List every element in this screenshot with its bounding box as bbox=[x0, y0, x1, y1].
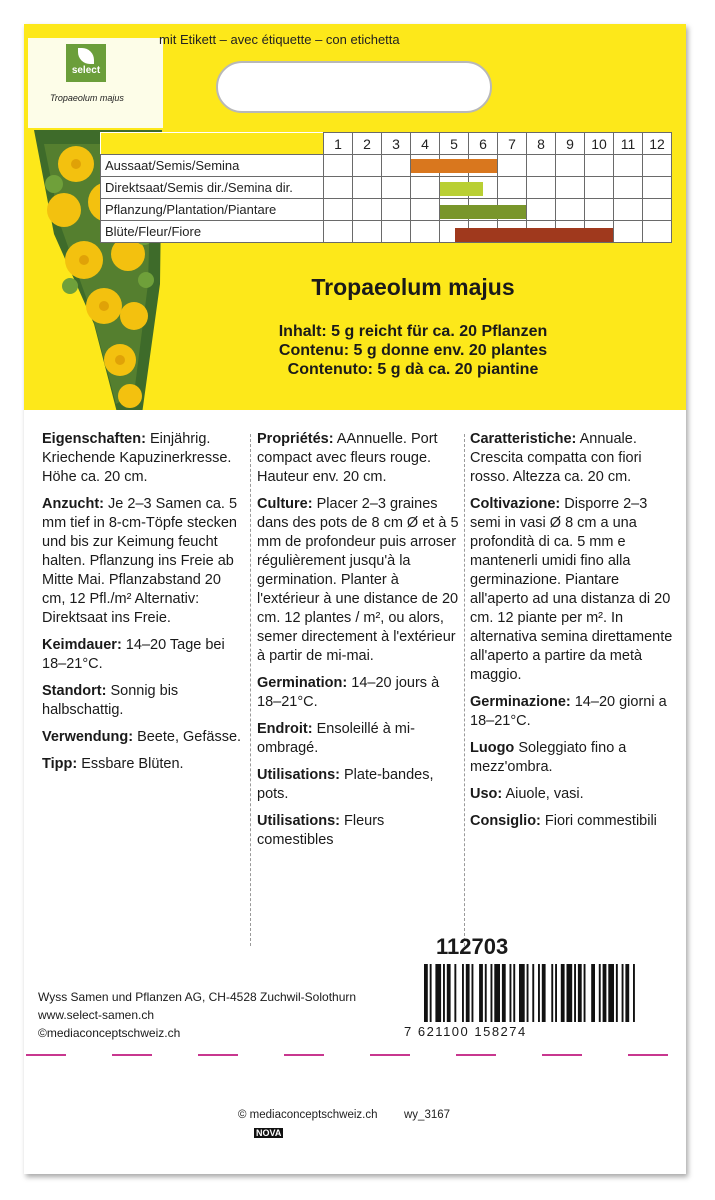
it-location bbox=[470, 739, 675, 777]
it-properties bbox=[470, 430, 675, 487]
month-header: 4 bbox=[411, 133, 440, 155]
de-properties-text: Einjährig. Kriechende Kapuzinerkresse. Höhe ca. 20 cm. bbox=[42, 431, 232, 485]
seed-packet bbox=[24, 24, 686, 1174]
hanging-hole bbox=[216, 61, 492, 113]
calendar-bar bbox=[411, 159, 497, 173]
de-location bbox=[42, 682, 247, 720]
it-location-text: Soleggiato fino a mezz'ombra. bbox=[470, 740, 627, 775]
de-growing-text: Je 2–3 Samen ca. 5 mm tief in 8-cm-Töpfe stecken und bis zur Keimung feucht halten. Pflanzung ins Freie ab Mitte Mai. Pflanzabstand 20 cm, 12 Pfl./m² Alternativ: Direktsaat ins Freie. bbox=[42, 496, 238, 626]
select-logo-text: select bbox=[71, 65, 101, 76]
de-properties bbox=[42, 430, 247, 487]
month-header: 11 bbox=[614, 133, 643, 155]
column-divider bbox=[464, 434, 465, 946]
fr-use-2-text: Fleurs comestibles bbox=[257, 813, 385, 848]
it-cultivation-heading: Coltivazione: bbox=[470, 496, 561, 512]
cut-line-dash bbox=[112, 1054, 152, 1056]
cut-line-dash bbox=[542, 1054, 582, 1056]
it-germination-text: 14–20 giorni a 18–21°C. bbox=[470, 694, 667, 729]
de-tip-heading: Tipp: bbox=[42, 756, 78, 772]
fr-location-heading: Endroit: bbox=[257, 721, 313, 737]
company-address bbox=[38, 988, 356, 1042]
it-cultivation-text: Disporre 2–3 semi in vasi Ø 8 cm a una profondità di ca. 5 mm e mantenerli umidi fino alla germinazione. Piantare all'aperto ad una distanza di 20 cm. 12 piante per m². In alternativa semina direttamente all'aperto a partire da metà maggio. bbox=[470, 496, 673, 683]
barcode-number: 7 621100 158274 bbox=[404, 1024, 527, 1039]
address-line-website: www.select-samen.ch bbox=[38, 1008, 155, 1022]
fr-properties bbox=[257, 430, 462, 487]
de-germination-text: 14–20 Tage bei 18–21°C. bbox=[42, 637, 225, 672]
calendar-row bbox=[101, 177, 672, 199]
month-header: 8 bbox=[527, 133, 556, 155]
calendar-row bbox=[101, 155, 672, 177]
it-properties-heading: Caratteristiche: bbox=[470, 431, 577, 447]
calendar-row-label: Aussaat/Semis/Semina bbox=[101, 155, 324, 177]
calendar-bar bbox=[440, 182, 483, 196]
label-plant-name: Tropaeolum majus bbox=[50, 93, 124, 103]
de-germination bbox=[42, 636, 247, 674]
yellow-header-area bbox=[24, 24, 686, 410]
sowing-calendar bbox=[100, 132, 672, 243]
month-header: 10 bbox=[585, 133, 614, 155]
it-use bbox=[470, 785, 675, 804]
month-header: 9 bbox=[556, 133, 585, 155]
address-line-copyright: ©mediaconceptschweiz.ch bbox=[38, 1026, 181, 1040]
fr-use-1 bbox=[257, 766, 462, 804]
german-instructions bbox=[42, 430, 247, 782]
cut-line-dash bbox=[198, 1054, 238, 1056]
fr-culture-text: Placer 2–3 graines dans des pots de 8 cm Ø et à 5 mm de profondeur puis arroser régulièrement jusqu'à la germination. Planter à l'extérieur à une distance de 20 cm. 12 plantes / m², ou alors, semer directement à l'extérieur à partir de mi-mai. bbox=[257, 496, 459, 664]
month-header: 1 bbox=[324, 133, 353, 155]
contents-fr: Contenu: 5 g donne env. 20 plantes bbox=[278, 342, 548, 359]
it-properties-text: Annuale. Crescita compatta con fiori rosso. Altezza ca. 20 cm. bbox=[470, 431, 642, 485]
de-growing bbox=[42, 495, 247, 628]
calendar-corner bbox=[101, 133, 324, 155]
fr-location bbox=[257, 720, 462, 758]
italian-instructions bbox=[470, 430, 675, 839]
fr-location-text: Ensoleillé à mi-ombragé. bbox=[257, 721, 415, 756]
cut-line-dash bbox=[370, 1054, 410, 1056]
fr-use-2-heading: Utilisations: bbox=[257, 813, 340, 829]
it-location-heading: Luogo bbox=[470, 740, 515, 756]
month-header: 2 bbox=[353, 133, 382, 155]
calendar-row-label: Pflanzung/Plantation/Piantare bbox=[101, 199, 324, 221]
calendar-header-row bbox=[101, 133, 672, 155]
product-title: Tropaeolum majus bbox=[311, 274, 515, 300]
it-germination bbox=[470, 693, 675, 731]
calendar-bar bbox=[455, 228, 614, 242]
fr-use-2 bbox=[257, 812, 462, 850]
de-use-text: Beete, Gefässe. bbox=[133, 729, 242, 745]
de-germination-heading: Keimdauer: bbox=[42, 637, 122, 653]
contents-de: Inhalt: 5 g reicht für ca. 20 Pflanzen bbox=[278, 323, 548, 340]
cut-line-dash bbox=[284, 1054, 324, 1056]
calendar-row-label: Blüte/Fleur/Fiore bbox=[101, 221, 324, 243]
fr-use-1-text: Plate-bandes, pots. bbox=[257, 767, 434, 802]
it-cultivation bbox=[470, 495, 675, 685]
cut-line-dash bbox=[26, 1054, 66, 1056]
de-location-heading: Standort: bbox=[42, 683, 107, 699]
fr-germination bbox=[257, 674, 462, 712]
fr-properties-heading: Propriétés: bbox=[257, 431, 334, 447]
de-use-heading: Verwendung: bbox=[42, 729, 134, 745]
contents-it: Contenuto: 5 g dà ca. 20 piantine bbox=[287, 361, 539, 378]
barcode bbox=[404, 964, 686, 1022]
it-tip bbox=[470, 812, 675, 831]
calendar-bar bbox=[440, 205, 526, 219]
fr-germination-heading: Germination: bbox=[257, 675, 348, 691]
label-info-line: mit Etikett – avec étiquette – con etichetta bbox=[159, 32, 400, 47]
de-tip bbox=[42, 755, 247, 774]
french-instructions bbox=[257, 430, 462, 858]
it-tip-text: Fiori commestibili bbox=[540, 813, 657, 829]
de-properties-heading: Eigenschaften: bbox=[42, 431, 146, 447]
contents-block bbox=[218, 322, 608, 379]
column-divider bbox=[250, 434, 251, 946]
fr-use-1-heading: Utilisations: bbox=[257, 767, 340, 783]
nova-logo: NOVA bbox=[256, 1128, 282, 1138]
calendar-row bbox=[101, 199, 672, 221]
it-use-heading: Uso: bbox=[470, 786, 503, 802]
fr-germination-text: 14–20 jours à 18–21°C. bbox=[257, 675, 440, 710]
month-header: 3 bbox=[382, 133, 411, 155]
address-line-company: Wyss Samen und Pflanzen AG, CH-4528 Zuchwil-Solothurn bbox=[38, 990, 357, 1004]
month-header: 7 bbox=[498, 133, 527, 155]
fr-culture bbox=[257, 495, 462, 666]
de-tip-text: Essbare Blüten. bbox=[77, 756, 184, 772]
month-header: 6 bbox=[469, 133, 498, 155]
footer-code: wy_3167 bbox=[404, 1109, 451, 1121]
de-growing-heading: Anzucht: bbox=[42, 496, 105, 512]
de-use bbox=[42, 728, 247, 747]
it-use-text: Aiuole, vasi. bbox=[502, 786, 584, 802]
cut-line-dash bbox=[456, 1054, 496, 1056]
calendar-row-label: Direktsaat/Semis dir./Semina dir. bbox=[101, 177, 324, 199]
fr-culture-heading: Culture: bbox=[257, 496, 313, 512]
month-header: 5 bbox=[440, 133, 469, 155]
footer-copyright: © mediaconceptschweiz.ch bbox=[238, 1109, 378, 1121]
it-germination-heading: Germinazione: bbox=[470, 694, 571, 710]
fr-properties-text: AAnnuelle. Port compact avec fleurs rouge. Hauteur env. 20 cm. bbox=[257, 431, 438, 485]
de-location-text: Sonnig bis halbschattig. bbox=[42, 683, 179, 718]
it-tip-heading: Consiglio: bbox=[470, 813, 541, 829]
month-header: 12 bbox=[643, 133, 672, 155]
article-number: 112703 bbox=[436, 934, 509, 959]
cut-line-dash bbox=[628, 1054, 668, 1056]
